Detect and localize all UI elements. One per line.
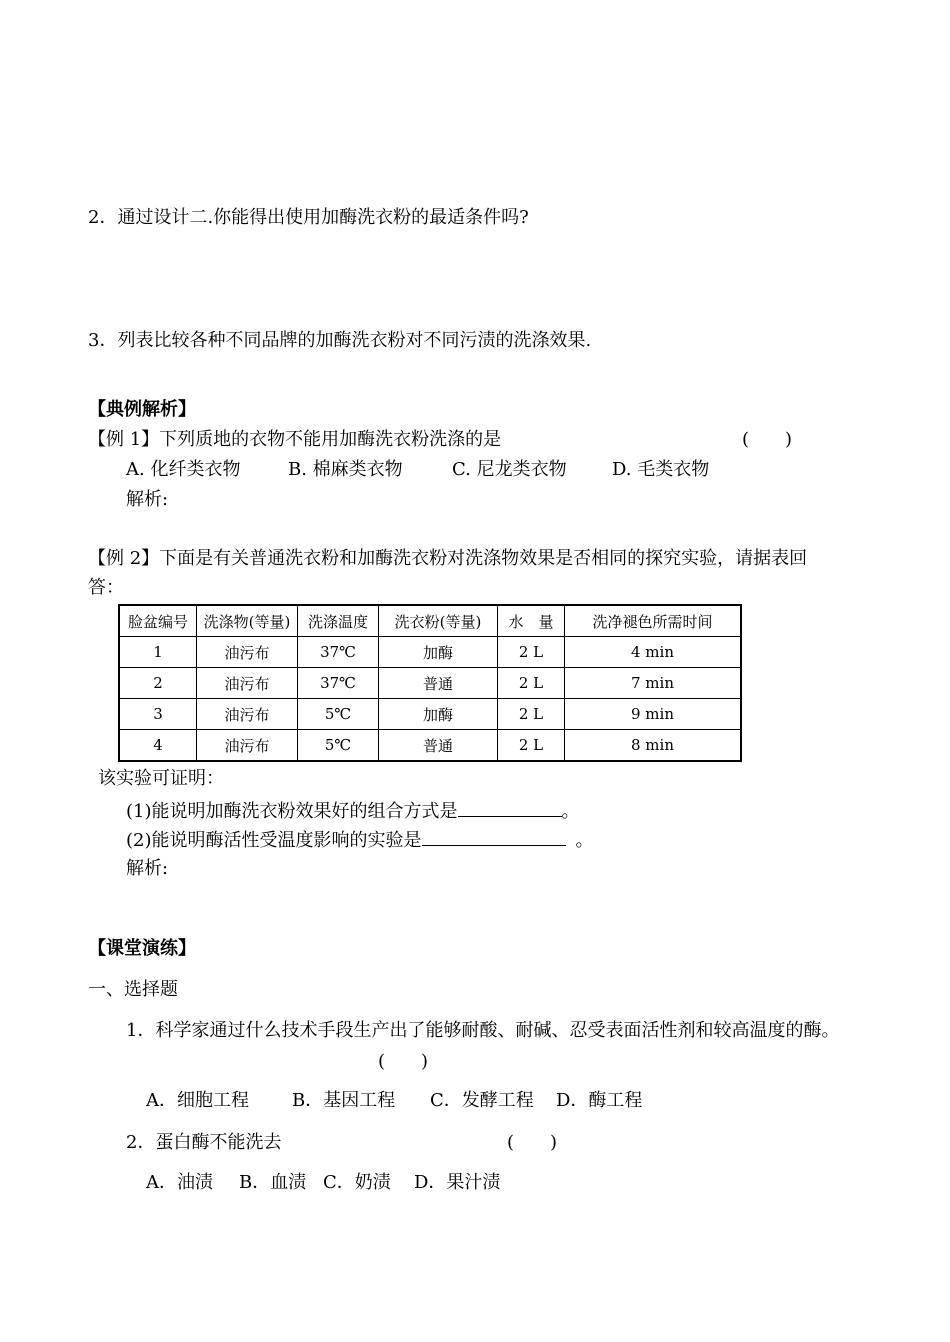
example-1-option-c: C. 尼龙类衣物 <box>452 459 567 480</box>
table-header-cell: 洗衣粉(等量) <box>379 605 498 637</box>
table-cell: 加酶 <box>379 637 498 668</box>
table-cell: 2 L <box>498 730 565 762</box>
table-cell: 5℃ <box>298 730 379 762</box>
table-cell: 37℃ <box>298 668 379 699</box>
table-cell: 油污布 <box>197 668 298 699</box>
example-1-option-b: B. 棉麻类衣物 <box>288 459 403 480</box>
example-2-analysis: 解析: <box>126 858 169 879</box>
practice-2-option-c: C．奶渍 <box>323 1172 391 1193</box>
practice-2-text: 2．蛋白酶不能洗去 <box>126 1132 282 1153</box>
practice-1-option-a: A．细胞工程 <box>146 1090 249 1111</box>
practice-2-option-b: B．血渍 <box>239 1172 307 1193</box>
table-cell: 1 <box>119 637 197 668</box>
example-2-subquestion-2 <box>126 827 594 853</box>
practice-1-option-c: C．发酵工程 <box>430 1090 534 1111</box>
table-cell: 7 min <box>565 668 742 699</box>
table-cell: 3 <box>119 699 197 730</box>
example-2-prompt-line2: 答： <box>88 577 124 598</box>
table-header-cell: 脸盆编号 <box>119 605 197 637</box>
example-1-option-a: A. 化纤类衣物 <box>126 459 241 480</box>
question-3: 3．列表比较各种不同品牌的加酶洗衣粉对不同污渍的洗涤效果. <box>88 330 592 351</box>
subquestion-2-text: (2)能说明酶活性受温度影响的实验是 <box>126 830 422 851</box>
table-cell: 油污布 <box>197 730 298 762</box>
section-examples-heading: 【典例解析】 <box>88 399 196 420</box>
table-cell: 9 min <box>565 699 742 730</box>
table-header-cell: 水 量 <box>498 605 565 637</box>
table-header-cell: 洗涤物(等量) <box>197 605 298 637</box>
example-2-conclusion: 该实验可证明： <box>98 768 224 789</box>
table-cell: 油污布 <box>197 699 298 730</box>
table-cell: 37℃ <box>298 637 379 668</box>
example-1-analysis: 解析: <box>126 489 169 510</box>
practice-1-answer-paren: ( ) <box>378 1051 429 1072</box>
practice-1-text: 1．科学家通过什么技术手段生产出了能够耐酸、耐碱、忍受表面活性剂和较高温度的酶。 <box>126 1020 840 1041</box>
table-row <box>119 730 741 762</box>
table-cell: 油污布 <box>197 637 298 668</box>
table-cell: 2 L <box>498 699 565 730</box>
table-cell: 普通 <box>379 730 498 762</box>
table-cell: 2 L <box>498 668 565 699</box>
answer-blank[interactable] <box>422 827 566 846</box>
table-row <box>119 668 741 699</box>
practice-1-option-b: B．基因工程 <box>292 1090 396 1111</box>
answer-blank[interactable] <box>458 798 562 817</box>
practice-2-option-a: A．油渍 <box>146 1172 213 1193</box>
table-cell: 加酶 <box>379 699 498 730</box>
question-2: 2．通过设计二.你能得出使用加酶洗衣粉的最适条件吗? <box>88 207 529 228</box>
table-cell: 4 <box>119 730 197 762</box>
table-header-cell: 洗净褪色所需时间 <box>565 605 742 637</box>
subquestion-1-end: 。 <box>561 801 580 822</box>
table-cell: 普通 <box>379 668 498 699</box>
practice-1-option-d: D．酶工程 <box>556 1090 643 1111</box>
table-cell: 2 L <box>498 637 565 668</box>
subquestion-2-end: 。 <box>575 830 594 851</box>
example-1-option-d: D. 毛类衣物 <box>612 459 710 480</box>
section-practice-heading: 【课堂演练】 <box>88 938 196 959</box>
example-1-answer-paren: ( ) <box>742 429 793 450</box>
practice-2-answer-paren: ( ) <box>507 1132 558 1153</box>
example-2-subquestion-1 <box>126 798 580 824</box>
table-cell: 2 <box>119 668 197 699</box>
multiple-choice-heading: 一、选择题 <box>88 979 178 1000</box>
subquestion-1-text: (1)能说明加酶洗衣粉效果好的组合方式是 <box>126 801 458 822</box>
table-cell: 4 min <box>565 637 742 668</box>
table-cell: 8 min <box>565 730 742 762</box>
practice-2-option-d: D．果汁渍 <box>414 1172 501 1193</box>
table-row <box>119 699 741 730</box>
example-1-prompt: 【例 1】下列质地的衣物不能用加酶洗衣粉洗涤的是 <box>88 429 502 450</box>
example-2-prompt-line1: 【例 2】下面是有关普通洗衣粉和加酶洗衣粉对洗涤物效果是否相同的探究实验，请据表回 <box>88 548 808 569</box>
table-header-cell: 洗涤温度 <box>298 605 379 637</box>
table-header-row <box>119 605 741 637</box>
table-row <box>119 637 741 668</box>
table-cell: 5℃ <box>298 699 379 730</box>
experiment-table <box>118 604 742 762</box>
